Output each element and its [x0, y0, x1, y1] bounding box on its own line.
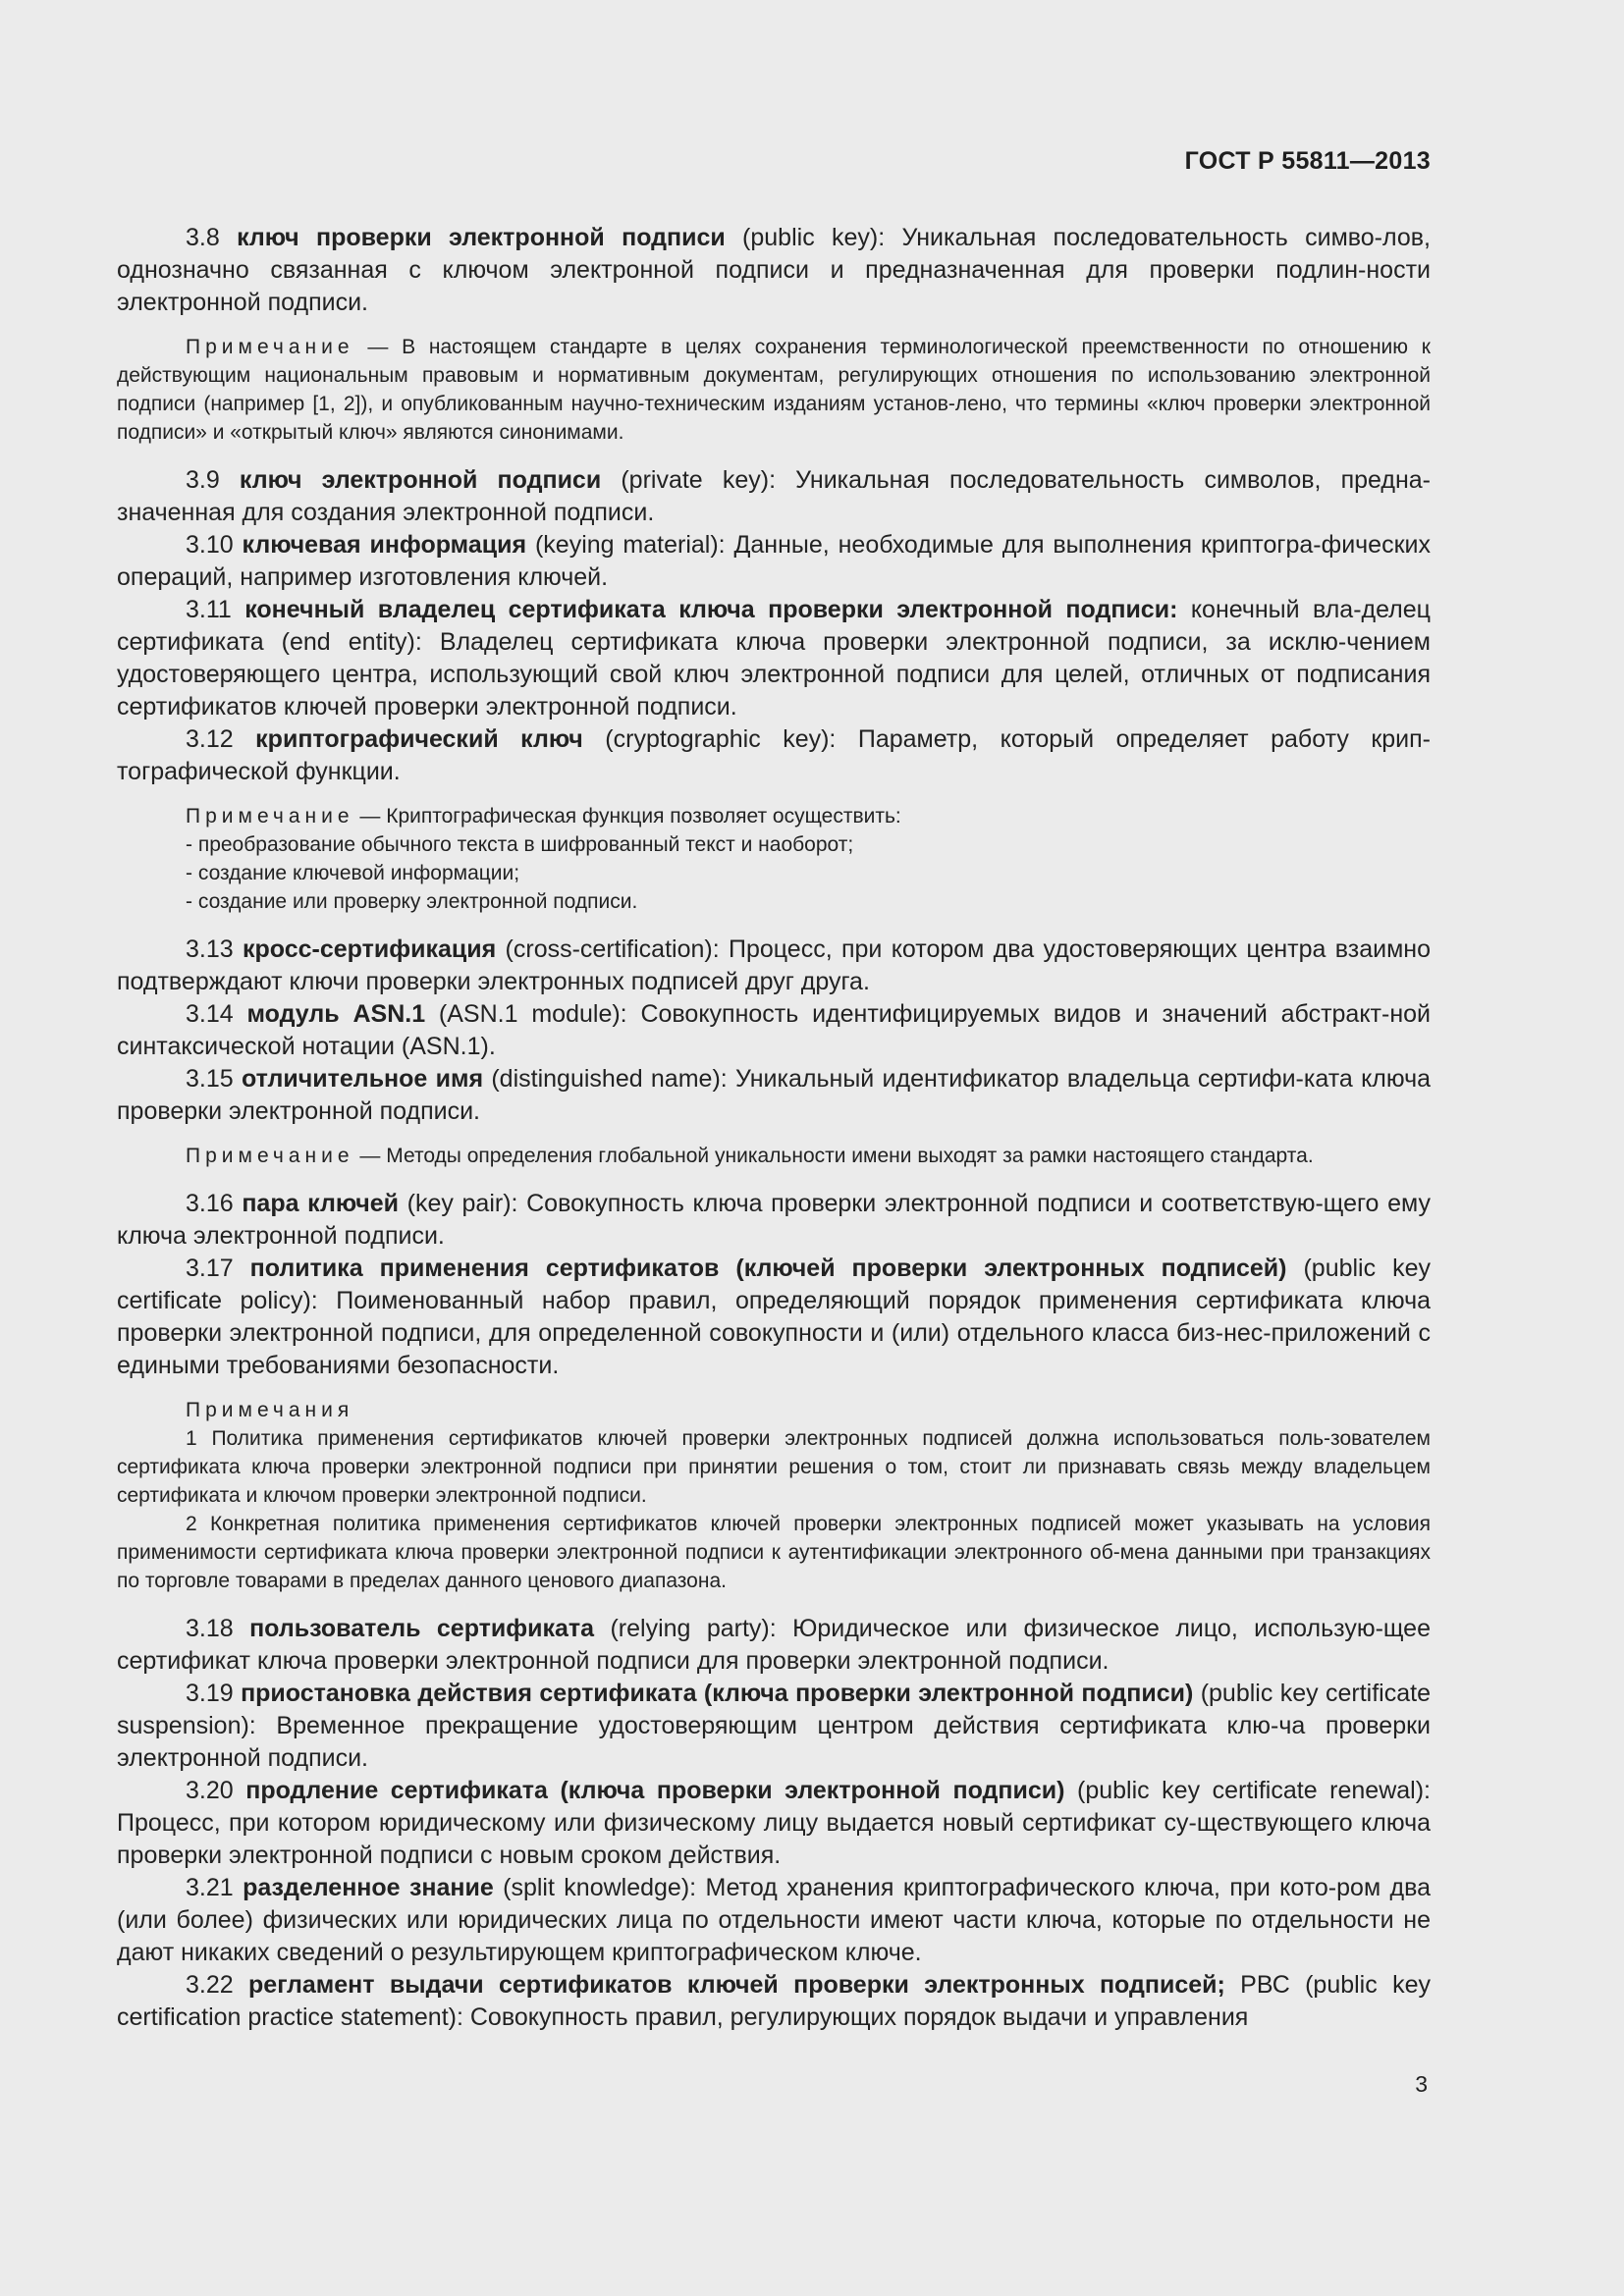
- note-label: Примечание: [186, 1145, 354, 1167]
- term-3-21: 3.21 разделенное знание (split knowledge): Метод хранения криптографического ключа, при кото-ром два (или более) физических или юридических лица по отдельности имеют части ключа, которые по отдельности не дают никаких сведений о результирующем криптографическом ключе.: [117, 1874, 1432, 1966]
- term-3-10: 3.10 ключевая информация (keying material): Данные, необходимые для выполнения криптогра-фических операций, например изготовления ключей.: [117, 531, 1431, 591]
- term-3-22: 3.22 регламент выдачи сертификатов ключей проверки электронных подписей; РВС (public key certification practice statement): Совокупность правил, регулирующих порядок выдачи и управления: [117, 1971, 1431, 2031]
- page-number: 3: [1415, 2071, 1428, 2097]
- list-item: - создание или проверку электронной подписи.: [186, 890, 638, 913]
- note-3-8: Примечание — В настоящем стандарте в целях сохранения терминологической преемственности по отношению к действующим национальным правовым и нормативным документам, регулирующих отношения по использованию электронной подписи (например [1, 2]), и опубликованным научно-техническим изданиям установ-лено, что термины «ключ проверки электронной подписи» и «открытый ключ» являются синонимами.: [117, 336, 1431, 444]
- term-3-11: 3.11 конечный владелец сертификата ключа проверки электронной подписи: конечный вла-делец сертификата (end entity): Владелец сертификата ключа проверки электронной подписи, за исклю-чением удостоверяющего центра, использующий свой ключ электронной подписи для целей, отличных от подписания сертификатов ключей проверки электронной подписи.: [117, 596, 1431, 721]
- page-content: [117, 222, 1431, 2034]
- note-item: 1 Политика применения сертификатов ключей проверки электронных подписей должна использоваться поль-зователем сертификата ключа проверки электронной подписи при принятии решения о том, стоит ли признавать связь между владельцем сертификата и ключом проверки электронной подписи.: [117, 1427, 1431, 1507]
- notes-3-17: [117, 1396, 1431, 1595]
- note-item: 2 Конкретная политика применения сертификатов ключей проверки электронных подписей может указывать на условия применимости сертификата ключа проверки электронной подписи к аутентификации электронного об-мена данными при транзакциях по торговле товарами в пределах данного ценового диапазона.: [117, 1513, 1431, 1592]
- term-3-12: 3.12 криптографический ключ (cryptographic key): Параметр, который определяет работу крип-тографической функции.: [117, 725, 1431, 785]
- list-item: - преобразование обычного текста в шифрованный текст и наоборот;: [186, 833, 854, 856]
- list-item: - создание ключевой информации;: [186, 862, 520, 884]
- term-3-19: 3.19 приостановка действия сертификата (ключа проверки электронной подписи) (public key certificate suspension): Временное прекращение удостоверяющим центром действия сертификата клю-ча проверки электронной подписи.: [117, 1680, 1431, 1772]
- term-3-16: 3.16 пара ключей (key pair): Совокупность ключа проверки электронной подписи и соответствую-щего ему ключа электронной подписи.: [117, 1190, 1431, 1250]
- term-3-13: 3.13 кросс-сертификация (cross-certification): Процесс, при котором два удостоверяющих центра взаимно подтверждают ключи проверки электронных подписей друг друга.: [117, 935, 1431, 995]
- term-3-9: 3.9 ключ электронной подписи (private key): Уникальная последовательность символов, предна-значенная для создания электронной подписи.: [117, 466, 1432, 526]
- note-label: Примечание: [186, 805, 354, 828]
- term-3-15: 3.15 отличительное имя (distinguished name): Уникальный идентификатор владельца сертифи-ката ключа проверки электронной подписи.: [117, 1065, 1432, 1125]
- note-label: Примечания: [186, 1399, 354, 1421]
- term-3-17: 3.17 политика применения сертификатов (ключей проверки электронных подписей) (public key certificate policy): Поименованный набор правил, определяющий порядок применения сертификата ключа проверки электронной подписи, для определенной совокупности и (или) отдельного класса биз-нес-приложений с едиными требованиями безопасности.: [117, 1255, 1431, 1379]
- note-label: Примечание: [186, 336, 354, 358]
- note-3-15: Примечание — Методы определения глобальной уникальности имени выходят за рамки настоящего стандарта.: [186, 1145, 1314, 1167]
- document-header: ГОСТ Р 55811—2013: [1184, 147, 1431, 175]
- term-3-14: 3.14 модуль ASN.1 (ASN.1 module): Совокупность идентифицируемых видов и значений абстракт-ной синтаксической нотации (ASN.1).: [117, 1000, 1431, 1060]
- term-3-20: 3.20 продление сертификата (ключа проверки электронной подписи) (public key certificate renewal): Процесс, при котором юридическому или физическому лицу выдается новый сертификат су-ществующего ключа проверки электронной подписи с новым сроком действия.: [117, 1777, 1431, 1869]
- term-3-8: 3.8 ключ проверки электронной подписи (public key): Уникальная последовательность симво-лов, однозначно связанная с ключом электронной подписи и предназначенная для проверки подлин-ности электронной подписи.: [117, 224, 1431, 316]
- term-3-18: 3.18 пользователь сертификата (relying party): Юридическое или физическое лицо, использую-щее сертификат ключа проверки электронной подписи для проверки электронной подписи.: [117, 1615, 1431, 1675]
- note-3-12: Примечание — Криптографическая функция позволяет осуществить: - преобразование обычного текста в шифрованный текст и наоборот; - создание ключевой информации; - создание или проверку электронной подписи.: [117, 802, 1431, 916]
